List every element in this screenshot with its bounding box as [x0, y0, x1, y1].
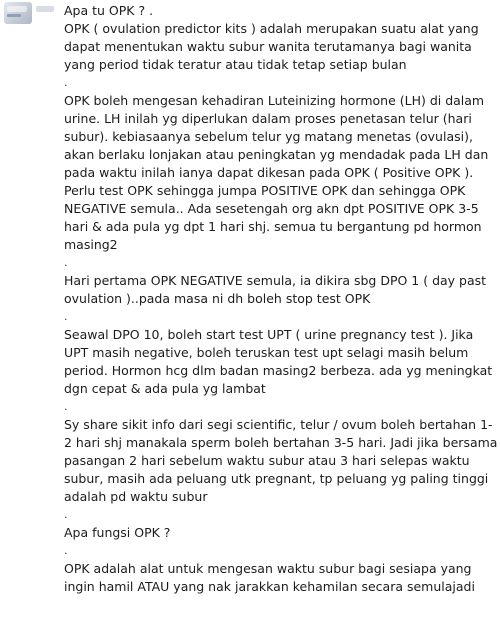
- post-paragraph: [64, 20, 496, 74]
- post-line: pasangan 2 hari sebelum waktu subur atau 3 hari selepas waktu: [64, 453, 470, 468]
- post-paragraph: [64, 326, 496, 398]
- post-line: dgn cepat & ada pula yg lambat: [64, 381, 266, 396]
- post-paragraph: [64, 524, 496, 542]
- separator-dot: .: [64, 508, 68, 521]
- post-paragraph: [64, 506, 496, 524]
- separator-dot: .: [64, 256, 68, 269]
- post-line: masing2: [64, 237, 118, 252]
- post-paragraph: [64, 92, 496, 254]
- post-line: 2 hari shj manakala sperm boleh bertahan 3-5 hari. Jadi jika bersama: [64, 435, 498, 450]
- post-line: akan berlaku lonjakan atau peningkatan yg mendadak pada LH dan: [64, 147, 489, 162]
- separator-dot: .: [64, 76, 68, 89]
- post-line: pada waktu inilah ianya dapat dikesan pada OPK ( Positive OPK ).: [64, 165, 474, 180]
- post-body: [64, 2, 496, 596]
- post-line: Perlu test OPK sehingga jumpa POSITIVE OPK dan sehingga OPK: [64, 183, 466, 198]
- post-line: NEGATIVE semula.. Ada sesetengah org akn dpt POSITIVE OPK 3-5: [64, 201, 479, 216]
- post-line: OPK adalah alat untuk mengesan waktu subur bagi sesiapa yang: [64, 561, 472, 576]
- post-line: Hari pertama OPK NEGATIVE semula, ia dikira sbg DPO 1 ( day past: [64, 273, 487, 288]
- post-line: OPK boleh mengesan kehadiran Luteinizing hormone (LH) di dalam: [64, 93, 485, 108]
- post-line: ovulation )..pada masa ni dh boleh stop test OPK: [64, 291, 371, 306]
- post-paragraph: [64, 254, 496, 272]
- post-paragraph: [64, 2, 496, 20]
- post-line: yang period tidak teratur atau tidak tetap setiap bulan: [64, 57, 407, 72]
- post-paragraph: [64, 74, 496, 92]
- post-line: ingin hamil ATAU yang nak jarakkan kehamilan secara semulajadi: [64, 579, 475, 594]
- post-line: UPT masih negative, boleh teruskan test upt selagi masih belum: [64, 345, 469, 360]
- avatar-strip: [7, 14, 21, 17]
- post-paragraph: [64, 272, 496, 308]
- post-paragraph: [64, 308, 496, 326]
- post-line: subur). kebiasaanya sebelum telur yg matang menetas (ovulasi),: [64, 129, 473, 144]
- post-line: Apa tu OPK ? .: [64, 3, 154, 18]
- post-paragraph: [64, 398, 496, 416]
- post-line: Sy share sikit info dari segi scientific, telur / ovum boleh bertahan 1-: [64, 417, 493, 432]
- post-line: dapat menentukan waktu subur wanita terutamanya bagi wanita: [64, 39, 472, 54]
- avatar-name-placeholder: [36, 6, 54, 12]
- post-paragraph: [64, 560, 496, 596]
- post-line: OPK ( ovulation predictor kits ) adalah merupakan suatu alat yang: [64, 21, 479, 36]
- post-line: subur, masih ada peluang utk pregnant, tp peluang yg paling tinggi: [64, 471, 489, 486]
- separator-dot: .: [64, 544, 68, 557]
- post-line: hari & ada pula yg dpt 1 hari shj. semua tu bergantung pd hormon: [64, 219, 482, 234]
- post-line: Apa fungsi OPK ?: [64, 525, 171, 540]
- post-line: urine. LH inilah yg diperlukan dalam proses penetasan telur (hari: [64, 111, 472, 126]
- post-line: adalah pd waktu subur: [64, 489, 208, 504]
- post-paragraph: [64, 542, 496, 560]
- separator-dot: .: [64, 400, 68, 413]
- avatar[interactable]: [4, 2, 32, 24]
- avatar-shine: [7, 6, 27, 12]
- post-line: period. Hormon hcg dlm badan masing2 berbeza. ada yg meningkat: [64, 363, 493, 378]
- separator-dot: .: [64, 310, 68, 323]
- post-paragraph: [64, 416, 496, 506]
- post-line: Seawal DPO 10, boleh start test UPT ( urine pregnancy test ). Jika: [64, 327, 474, 342]
